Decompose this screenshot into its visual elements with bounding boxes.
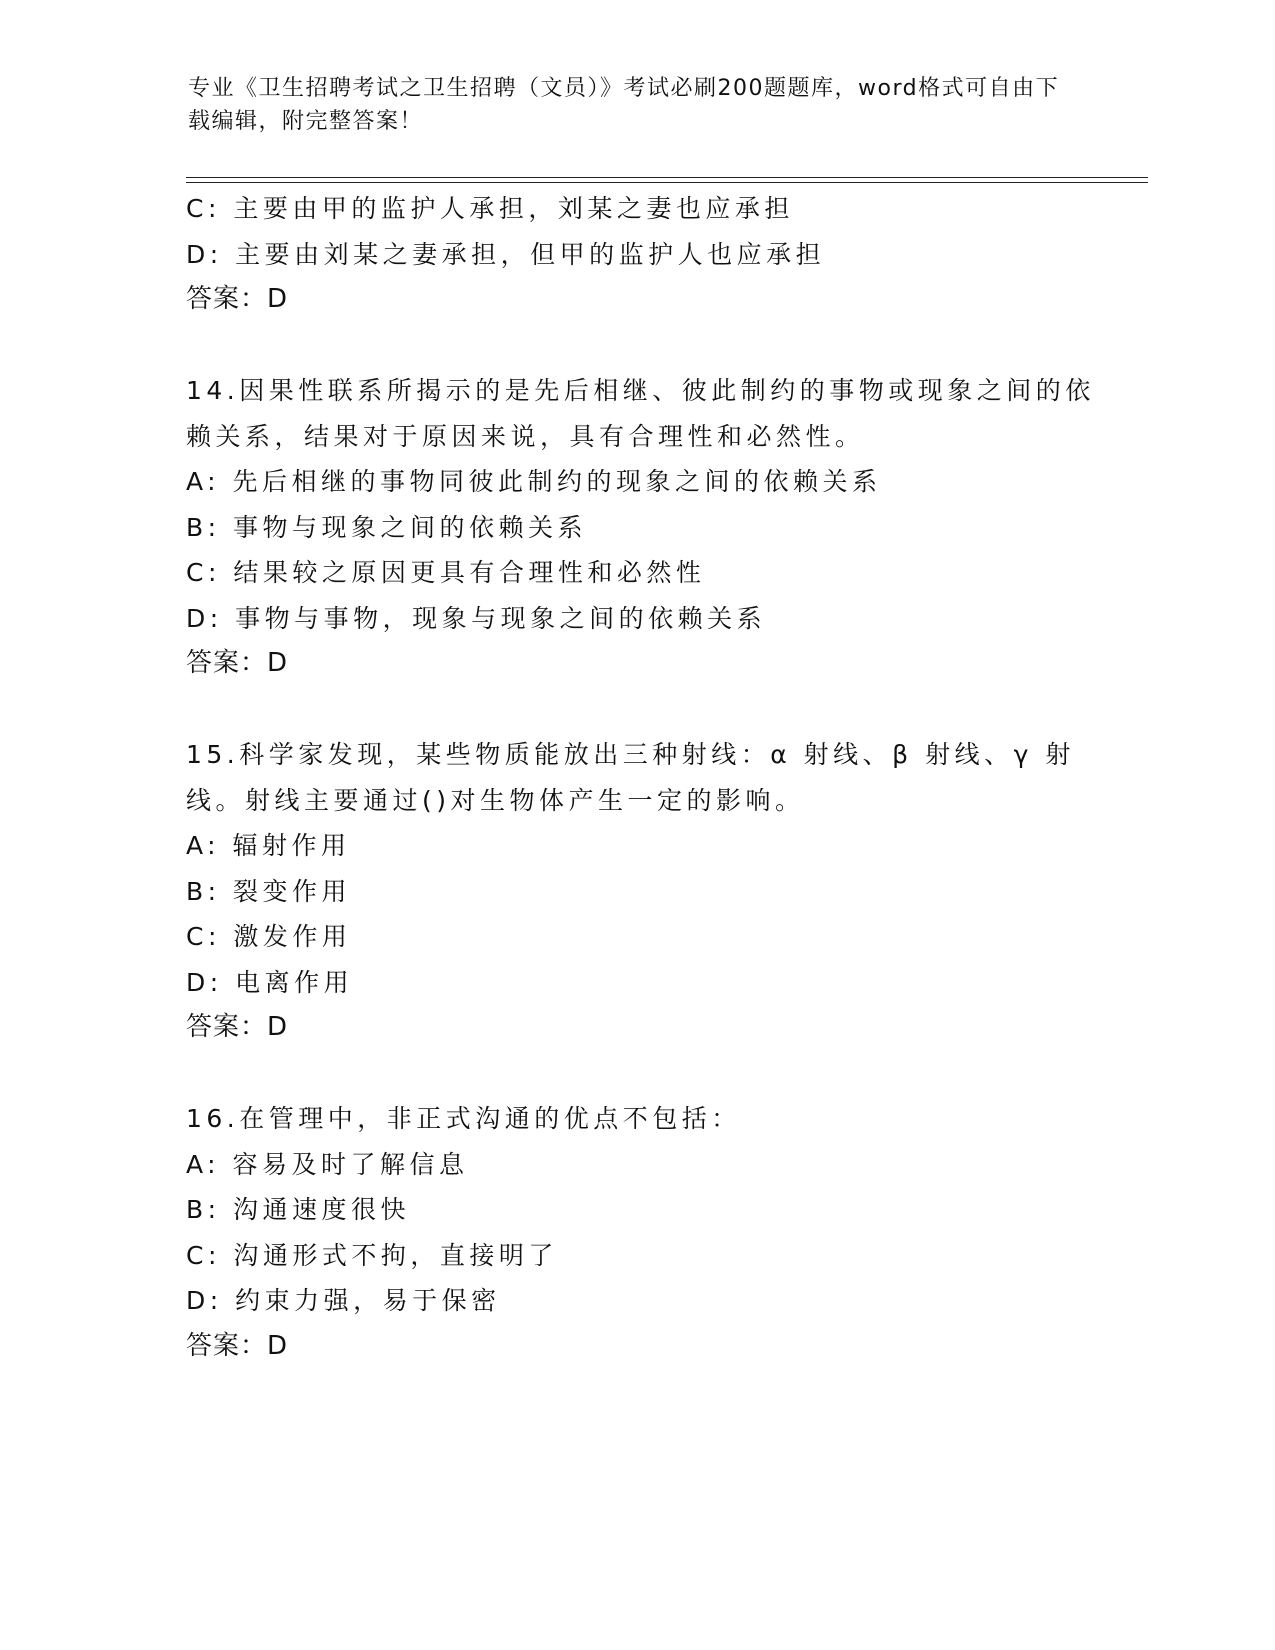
option-d: D: 约束力强，易于保密	[186, 1286, 501, 1315]
answer-line: 答案：D	[186, 1012, 289, 1042]
question-15	[186, 732, 1086, 1051]
question-text-line: 15.科学家发现，某些物质能放出三种射线：α 射线、β 射线、γ 射	[186, 740, 1075, 769]
option-c: C: 沟通形式不拘，直接明了	[186, 1240, 558, 1270]
option-a: A: 先后相继的事物同彼此制约的现象之间的依赖关系	[186, 467, 882, 496]
option-a: A: 容易及时了解信息	[186, 1149, 469, 1179]
question-text-line: 16.在管理中，非正式沟通的优点不包括：	[186, 1104, 741, 1133]
spacer	[186, 687, 1086, 733]
option-b: B: 沟通速度很快	[186, 1195, 411, 1224]
spacer	[186, 1051, 1086, 1097]
option-c: C: 激发作用	[186, 922, 352, 951]
option-c: C: 结果较之原因更具有合理性和必然性	[186, 558, 706, 587]
question-16	[186, 1096, 1086, 1369]
option-d: D: 主要由刘某之妻承担，但甲的监护人也应承担	[186, 239, 826, 269]
option-d: D: 事物与事物，现象与现象之间的依赖关系	[186, 603, 767, 633]
option-b: B: 事物与现象之间的依赖关系	[186, 512, 588, 542]
option-d: D: 电离作用	[186, 967, 354, 997]
question-text-line: 赖关系，结果对于原因来说，具有合理性和必然性。	[186, 421, 865, 451]
question-text-line: 14.因果性联系所揭示的是先后相继、彼此制约的事物或现象之间的依	[186, 376, 1095, 405]
question-14	[186, 368, 1095, 687]
header-text: 专业《卫生招聘考试之卫生招聘（文员）》考试必刷200题题库，word格式可自由下载编辑，附完整答案！	[188, 76, 1060, 134]
answer-line: 答案：D	[186, 648, 289, 678]
question-fragment-13	[186, 186, 1086, 323]
answer-line: 答案：D	[186, 1330, 289, 1361]
option-a: A: 辐射作用	[186, 831, 351, 860]
spacer	[186, 323, 1086, 369]
header-divider-bottom	[186, 182, 1148, 183]
option-b: B: 裂变作用	[186, 876, 352, 906]
header-divider-top	[186, 177, 1148, 178]
question-content	[186, 186, 1095, 1369]
question-text-line: 线。射线主要通过()对生物体产生一定的影响。	[186, 785, 805, 815]
option-c: C: 主要由甲的监护人承担，刘某之妻也应承担	[186, 194, 794, 223]
document-header	[188, 72, 1068, 138]
answer-line: 答案：D	[186, 284, 289, 314]
